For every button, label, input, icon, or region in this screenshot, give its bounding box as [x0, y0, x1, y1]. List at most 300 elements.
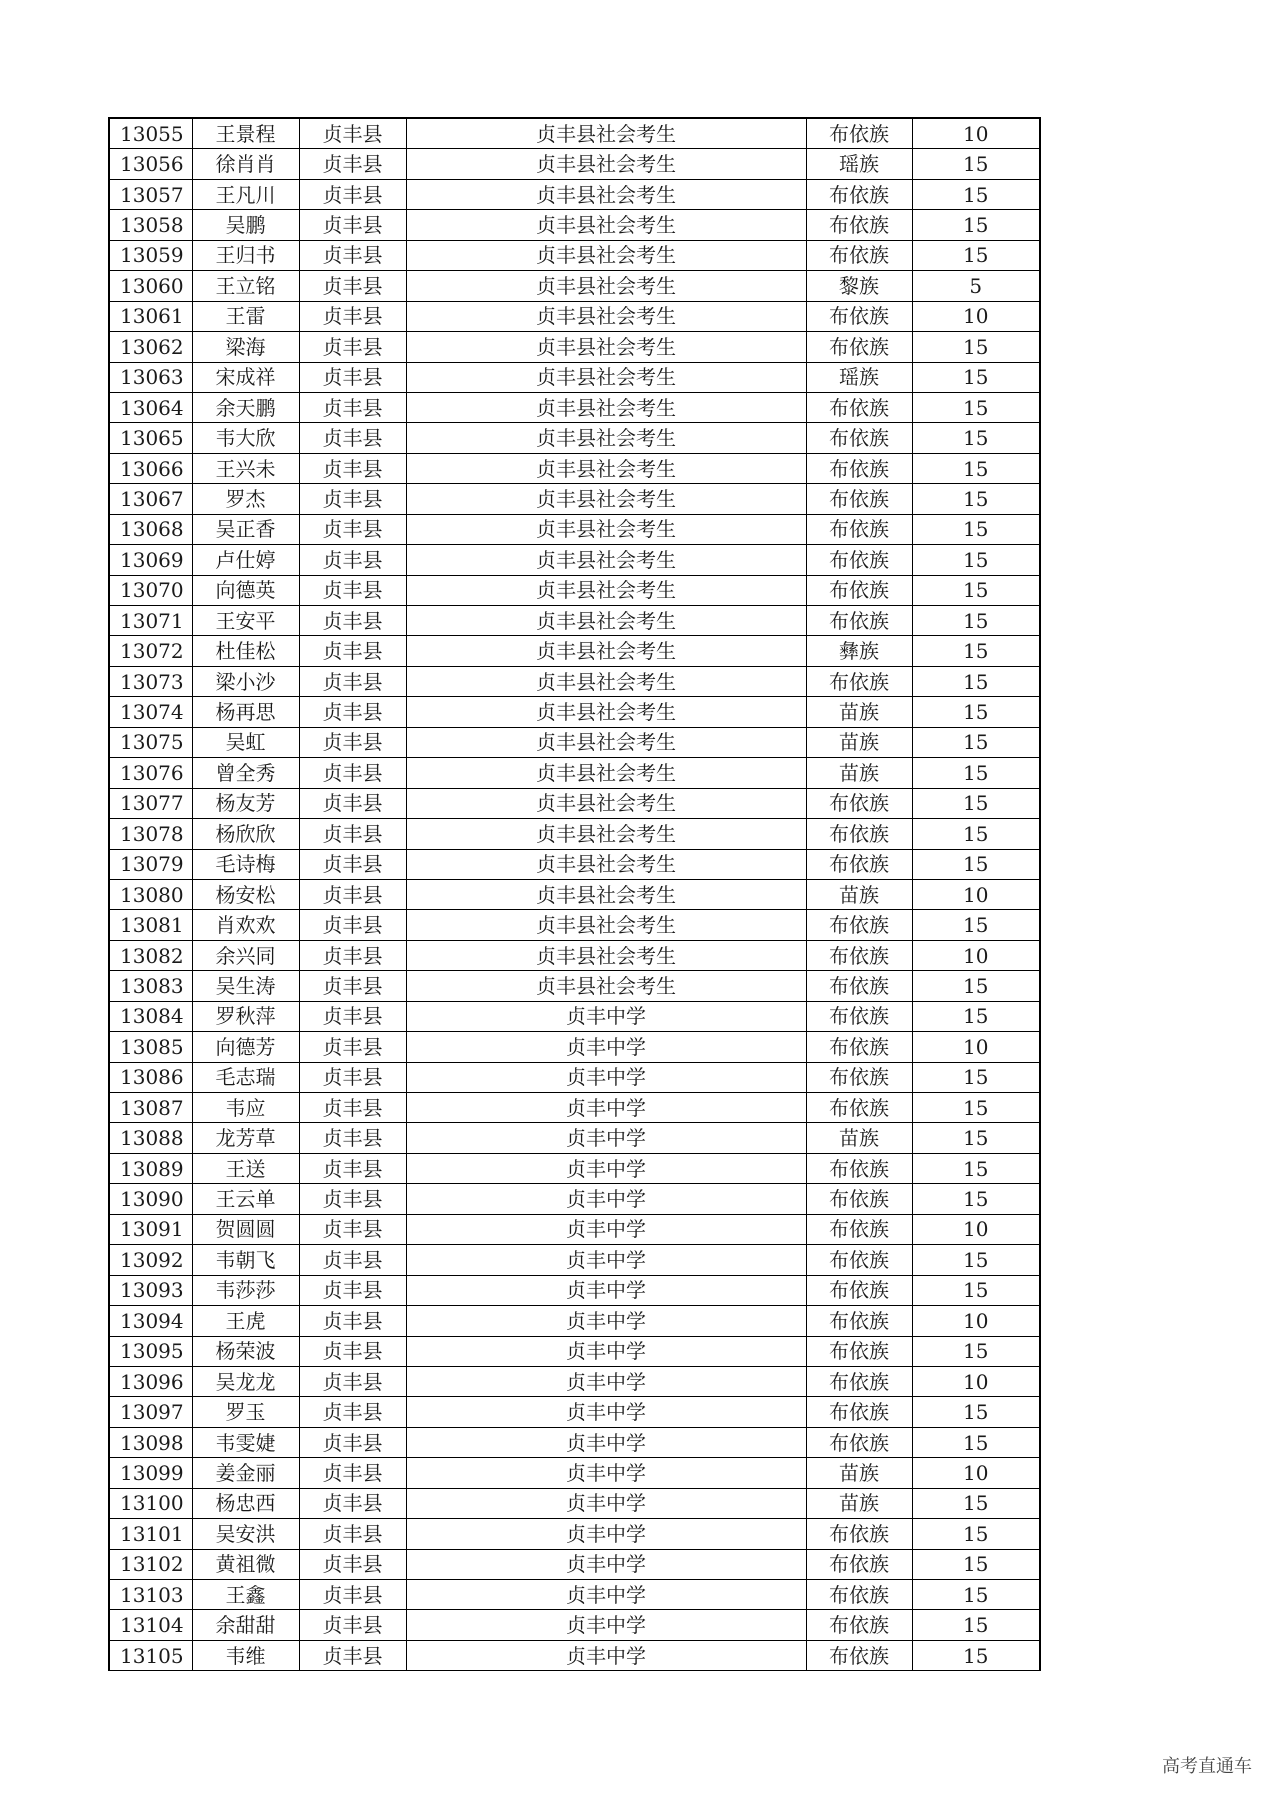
cell-id: 13069 [109, 545, 192, 575]
table-row [109, 1123, 1040, 1153]
cell-id: 13105 [109, 1640, 192, 1670]
cell-county: 贞丰县 [299, 118, 406, 149]
table-row [109, 1580, 1040, 1610]
cell-county: 贞丰县 [299, 636, 406, 666]
cell-school: 贞丰县社会考生 [406, 332, 806, 362]
table-row [109, 940, 1040, 970]
cell-ethnicity: 苗族 [806, 1488, 912, 1518]
cell-id: 13073 [109, 666, 192, 696]
cell-county: 贞丰县 [299, 1427, 406, 1457]
cell-county: 贞丰县 [299, 1458, 406, 1488]
cell-ethnicity: 布依族 [806, 971, 912, 1001]
watermark: 高考直通车 [1162, 1756, 1252, 1777]
cell-points: 15 [912, 697, 1040, 727]
cell-county: 贞丰县 [299, 606, 406, 636]
cell-county: 贞丰县 [299, 849, 406, 879]
cell-school: 贞丰县社会考生 [406, 179, 806, 209]
cell-points: 15 [912, 1062, 1040, 1092]
cell-points: 15 [912, 575, 1040, 605]
cell-school: 贞丰县社会考生 [406, 910, 806, 940]
cell-county: 贞丰县 [299, 149, 406, 179]
table-row [109, 1001, 1040, 1031]
cell-county: 贞丰县 [299, 332, 406, 362]
cell-school: 贞丰县社会考生 [406, 484, 806, 514]
cell-name: 毛诗梅 [192, 849, 299, 879]
cell-ethnicity: 布依族 [806, 1093, 912, 1123]
table-row [109, 362, 1040, 392]
cell-county: 贞丰县 [299, 1640, 406, 1670]
cell-points: 15 [912, 423, 1040, 453]
cell-id: 13068 [109, 514, 192, 544]
table-row [109, 1032, 1040, 1062]
cell-ethnicity: 布依族 [806, 849, 912, 879]
cell-id: 13104 [109, 1610, 192, 1640]
cell-name: 王虎 [192, 1306, 299, 1336]
cell-id: 13092 [109, 1245, 192, 1275]
cell-county: 贞丰县 [299, 514, 406, 544]
cell-county: 贞丰县 [299, 179, 406, 209]
cell-id: 13094 [109, 1306, 192, 1336]
cell-school: 贞丰县社会考生 [406, 301, 806, 331]
table-row [109, 392, 1040, 422]
cell-name: 韦雯婕 [192, 1427, 299, 1457]
table-row [109, 179, 1040, 209]
cell-name: 向德英 [192, 575, 299, 605]
cell-name: 贺圆圆 [192, 1214, 299, 1244]
table-row [109, 545, 1040, 575]
cell-county: 贞丰县 [299, 453, 406, 483]
cell-id: 13102 [109, 1549, 192, 1579]
cell-points: 10 [912, 118, 1040, 149]
bonus-points-roster-table [108, 117, 1041, 1671]
cell-ethnicity: 布依族 [806, 1610, 912, 1640]
cell-name: 王云单 [192, 1184, 299, 1214]
cell-ethnicity: 布依族 [806, 788, 912, 818]
cell-ethnicity: 布依族 [806, 1580, 912, 1610]
table-row [109, 849, 1040, 879]
cell-name: 姜金丽 [192, 1458, 299, 1488]
cell-points: 10 [912, 1306, 1040, 1336]
cell-ethnicity: 布依族 [806, 606, 912, 636]
table-row [109, 879, 1040, 909]
cell-name: 余兴同 [192, 940, 299, 970]
table-row [109, 1458, 1040, 1488]
cell-county: 贞丰县 [299, 545, 406, 575]
cell-school: 贞丰中学 [406, 1366, 806, 1396]
cell-name: 韦大欣 [192, 423, 299, 453]
cell-ethnicity: 布依族 [806, 1336, 912, 1366]
cell-school: 贞丰中学 [406, 1306, 806, 1336]
cell-id: 13076 [109, 758, 192, 788]
cell-id: 13066 [109, 453, 192, 483]
cell-county: 贞丰县 [299, 1366, 406, 1396]
cell-id: 13099 [109, 1458, 192, 1488]
table-row [109, 1214, 1040, 1244]
cell-name: 王凡川 [192, 179, 299, 209]
table-row [109, 423, 1040, 453]
cell-county: 贞丰县 [299, 788, 406, 818]
cell-id: 13071 [109, 606, 192, 636]
cell-school: 贞丰中学 [406, 1488, 806, 1518]
cell-county: 贞丰县 [299, 1093, 406, 1123]
cell-name: 肖欢欢 [192, 910, 299, 940]
cell-points: 15 [912, 636, 1040, 666]
cell-id: 13090 [109, 1184, 192, 1214]
cell-id: 13065 [109, 423, 192, 453]
cell-name: 吴龙龙 [192, 1366, 299, 1396]
cell-name: 韦维 [192, 1640, 299, 1670]
cell-ethnicity: 布依族 [806, 1306, 912, 1336]
cell-ethnicity: 布依族 [806, 1397, 912, 1427]
table-row [109, 727, 1040, 757]
table-row [109, 575, 1040, 605]
cell-ethnicity: 布依族 [806, 484, 912, 514]
cell-points: 15 [912, 240, 1040, 270]
cell-ethnicity: 苗族 [806, 879, 912, 909]
cell-id: 13075 [109, 727, 192, 757]
cell-county: 贞丰县 [299, 1306, 406, 1336]
cell-points: 15 [912, 788, 1040, 818]
cell-name: 罗秋萍 [192, 1001, 299, 1031]
table-row [109, 1093, 1040, 1123]
table-row [109, 697, 1040, 727]
cell-ethnicity: 布依族 [806, 1519, 912, 1549]
cell-school: 贞丰中学 [406, 1397, 806, 1427]
cell-school: 贞丰中学 [406, 1123, 806, 1153]
cell-county: 贞丰县 [299, 1153, 406, 1183]
cell-id: 13083 [109, 971, 192, 1001]
cell-points: 15 [912, 758, 1040, 788]
cell-county: 贞丰县 [299, 697, 406, 727]
cell-name: 杜佳松 [192, 636, 299, 666]
cell-ethnicity: 布依族 [806, 1245, 912, 1275]
cell-county: 贞丰县 [299, 1488, 406, 1518]
cell-name: 杨荣波 [192, 1336, 299, 1366]
cell-school: 贞丰中学 [406, 1275, 806, 1305]
table-row [109, 1397, 1040, 1427]
cell-id: 13091 [109, 1214, 192, 1244]
cell-school: 贞丰中学 [406, 1062, 806, 1092]
cell-ethnicity: 布依族 [806, 118, 912, 149]
cell-ethnicity: 布依族 [806, 1640, 912, 1670]
cell-id: 13093 [109, 1275, 192, 1305]
cell-points: 15 [912, 392, 1040, 422]
cell-id: 13082 [109, 940, 192, 970]
cell-school: 贞丰县社会考生 [406, 758, 806, 788]
cell-county: 贞丰县 [299, 1001, 406, 1031]
cell-school: 贞丰县社会考生 [406, 819, 806, 849]
cell-ethnicity: 布依族 [806, 819, 912, 849]
cell-school: 贞丰县社会考生 [406, 666, 806, 696]
cell-points: 15 [912, 1336, 1040, 1366]
cell-points: 10 [912, 301, 1040, 331]
cell-county: 贞丰县 [299, 271, 406, 301]
cell-ethnicity: 苗族 [806, 758, 912, 788]
cell-id: 13101 [109, 1519, 192, 1549]
cell-points: 15 [912, 1245, 1040, 1275]
cell-school: 贞丰中学 [406, 1640, 806, 1670]
cell-school: 贞丰县社会考生 [406, 849, 806, 879]
roster-body [109, 118, 1040, 1671]
cell-county: 贞丰县 [299, 1184, 406, 1214]
table-row [109, 1062, 1040, 1092]
cell-points: 10 [912, 879, 1040, 909]
cell-points: 15 [912, 179, 1040, 209]
cell-county: 贞丰县 [299, 392, 406, 422]
cell-school: 贞丰县社会考生 [406, 575, 806, 605]
table-row [109, 971, 1040, 1001]
cell-points: 15 [912, 1427, 1040, 1457]
cell-ethnicity: 布依族 [806, 666, 912, 696]
cell-id: 13081 [109, 910, 192, 940]
cell-points: 15 [912, 727, 1040, 757]
cell-school: 贞丰县社会考生 [406, 940, 806, 970]
cell-county: 贞丰县 [299, 575, 406, 605]
cell-points: 10 [912, 1032, 1040, 1062]
cell-name: 余甜甜 [192, 1610, 299, 1640]
cell-ethnicity: 苗族 [806, 697, 912, 727]
cell-school: 贞丰县社会考生 [406, 697, 806, 727]
cell-school: 贞丰中学 [406, 1093, 806, 1123]
cell-id: 13070 [109, 575, 192, 605]
table-row [109, 118, 1040, 149]
cell-school: 贞丰中学 [406, 1427, 806, 1457]
cell-points: 15 [912, 453, 1040, 483]
cell-county: 贞丰县 [299, 879, 406, 909]
cell-name: 杨欣欣 [192, 819, 299, 849]
cell-id: 13059 [109, 240, 192, 270]
cell-county: 贞丰县 [299, 362, 406, 392]
cell-school: 贞丰中学 [406, 1153, 806, 1183]
cell-school: 贞丰县社会考生 [406, 971, 806, 1001]
cell-points: 15 [912, 666, 1040, 696]
cell-school: 贞丰中学 [406, 1214, 806, 1244]
cell-points: 15 [912, 1488, 1040, 1518]
cell-county: 贞丰县 [299, 1123, 406, 1153]
cell-school: 贞丰县社会考生 [406, 606, 806, 636]
cell-school: 贞丰县社会考生 [406, 392, 806, 422]
cell-points: 5 [912, 271, 1040, 301]
cell-points: 15 [912, 1275, 1040, 1305]
table-row [109, 1640, 1040, 1670]
cell-ethnicity: 布依族 [806, 1032, 912, 1062]
cell-name: 向德芳 [192, 1032, 299, 1062]
cell-id: 13077 [109, 788, 192, 818]
cell-id: 13064 [109, 392, 192, 422]
cell-points: 15 [912, 849, 1040, 879]
cell-id: 13100 [109, 1488, 192, 1518]
cell-ethnicity: 布依族 [806, 301, 912, 331]
cell-county: 贞丰县 [299, 1275, 406, 1305]
cell-id: 13078 [109, 819, 192, 849]
cell-name: 吴正香 [192, 514, 299, 544]
cell-school: 贞丰中学 [406, 1245, 806, 1275]
table-row [109, 149, 1040, 179]
cell-ethnicity: 苗族 [806, 727, 912, 757]
cell-name: 韦应 [192, 1093, 299, 1123]
table-row [109, 819, 1040, 849]
cell-id: 13060 [109, 271, 192, 301]
cell-county: 贞丰县 [299, 1214, 406, 1244]
cell-id: 13096 [109, 1366, 192, 1396]
cell-school: 贞丰县社会考生 [406, 636, 806, 666]
cell-id: 13103 [109, 1580, 192, 1610]
cell-school: 贞丰县社会考生 [406, 879, 806, 909]
cell-school: 贞丰县社会考生 [406, 514, 806, 544]
table-row [109, 1184, 1040, 1214]
cell-points: 15 [912, 606, 1040, 636]
cell-school: 贞丰中学 [406, 1580, 806, 1610]
cell-name: 吴鹏 [192, 210, 299, 240]
cell-points: 10 [912, 1366, 1040, 1396]
cell-name: 徐肖肖 [192, 149, 299, 179]
cell-name: 宋成祥 [192, 362, 299, 392]
cell-county: 贞丰县 [299, 1519, 406, 1549]
cell-points: 15 [912, 1093, 1040, 1123]
cell-county: 贞丰县 [299, 971, 406, 1001]
cell-ethnicity: 苗族 [806, 1458, 912, 1488]
cell-county: 贞丰县 [299, 666, 406, 696]
cell-name: 王归书 [192, 240, 299, 270]
cell-county: 贞丰县 [299, 758, 406, 788]
cell-school: 贞丰县社会考生 [406, 453, 806, 483]
table-row [109, 1488, 1040, 1518]
cell-county: 贞丰县 [299, 1580, 406, 1610]
cell-id: 13097 [109, 1397, 192, 1427]
cell-points: 15 [912, 332, 1040, 362]
cell-points: 15 [912, 1610, 1040, 1640]
table-row [109, 1427, 1040, 1457]
cell-ethnicity: 布依族 [806, 575, 912, 605]
table-row [109, 1245, 1040, 1275]
table-row [109, 240, 1040, 270]
cell-points: 15 [912, 545, 1040, 575]
cell-ethnicity: 瑶族 [806, 362, 912, 392]
cell-id: 13057 [109, 179, 192, 209]
cell-name: 王鑫 [192, 1580, 299, 1610]
cell-county: 贞丰县 [299, 1062, 406, 1092]
cell-name: 曾全秀 [192, 758, 299, 788]
cell-school: 贞丰中学 [406, 1519, 806, 1549]
cell-id: 13074 [109, 697, 192, 727]
cell-id: 13085 [109, 1032, 192, 1062]
cell-name: 韦朝飞 [192, 1245, 299, 1275]
cell-county: 贞丰县 [299, 1336, 406, 1366]
cell-school: 贞丰中学 [406, 1549, 806, 1579]
cell-school: 贞丰中学 [406, 1001, 806, 1031]
table-row [109, 636, 1040, 666]
cell-points: 10 [912, 1214, 1040, 1244]
cell-name: 杨友芳 [192, 788, 299, 818]
table-row [109, 666, 1040, 696]
table-row [109, 788, 1040, 818]
cell-name: 罗玉 [192, 1397, 299, 1427]
cell-school: 贞丰中学 [406, 1458, 806, 1488]
cell-points: 10 [912, 1458, 1040, 1488]
cell-name: 杨忠西 [192, 1488, 299, 1518]
cell-ethnicity: 布依族 [806, 240, 912, 270]
cell-id: 13089 [109, 1153, 192, 1183]
cell-points: 15 [912, 1580, 1040, 1610]
cell-points: 15 [912, 1001, 1040, 1031]
cell-school: 贞丰县社会考生 [406, 362, 806, 392]
table-row [109, 1549, 1040, 1579]
table-row [109, 210, 1040, 240]
cell-name: 杨再思 [192, 697, 299, 727]
cell-name: 吴虹 [192, 727, 299, 757]
cell-id: 13055 [109, 118, 192, 149]
cell-points: 15 [912, 1397, 1040, 1427]
cell-points: 15 [912, 819, 1040, 849]
cell-ethnicity: 布依族 [806, 1427, 912, 1457]
cell-id: 13058 [109, 210, 192, 240]
cell-name: 韦莎莎 [192, 1275, 299, 1305]
cell-school: 贞丰中学 [406, 1610, 806, 1640]
cell-ethnicity: 布依族 [806, 453, 912, 483]
cell-points: 15 [912, 971, 1040, 1001]
cell-ethnicity: 布依族 [806, 423, 912, 453]
cell-ethnicity: 布依族 [806, 1549, 912, 1579]
table-row [109, 1336, 1040, 1366]
cell-ethnicity: 苗族 [806, 1123, 912, 1153]
cell-county: 贞丰县 [299, 1610, 406, 1640]
cell-school: 贞丰县社会考生 [406, 149, 806, 179]
cell-county: 贞丰县 [299, 1397, 406, 1427]
cell-ethnicity: 布依族 [806, 1214, 912, 1244]
cell-ethnicity: 布依族 [806, 940, 912, 970]
cell-id: 13080 [109, 879, 192, 909]
cell-ethnicity: 布依族 [806, 210, 912, 240]
cell-school: 贞丰县社会考生 [406, 240, 806, 270]
cell-county: 贞丰县 [299, 1032, 406, 1062]
cell-school: 贞丰县社会考生 [406, 727, 806, 757]
cell-id: 13095 [109, 1336, 192, 1366]
cell-school: 贞丰中学 [406, 1336, 806, 1366]
cell-school: 贞丰县社会考生 [406, 118, 806, 149]
table-row [109, 1275, 1040, 1305]
cell-points: 15 [912, 910, 1040, 940]
table-row [109, 1519, 1040, 1549]
cell-ethnicity: 布依族 [806, 332, 912, 362]
cell-name: 余天鹏 [192, 392, 299, 422]
cell-name: 王送 [192, 1153, 299, 1183]
cell-ethnicity: 布依族 [806, 1366, 912, 1396]
cell-county: 贞丰县 [299, 484, 406, 514]
table-row [109, 910, 1040, 940]
cell-id: 13098 [109, 1427, 192, 1457]
cell-ethnicity: 布依族 [806, 179, 912, 209]
cell-name: 杨安松 [192, 879, 299, 909]
cell-points: 15 [912, 1640, 1040, 1670]
cell-name: 黄祖微 [192, 1549, 299, 1579]
cell-ethnicity: 彝族 [806, 636, 912, 666]
cell-name: 龙芳草 [192, 1123, 299, 1153]
cell-county: 贞丰县 [299, 1245, 406, 1275]
cell-county: 贞丰县 [299, 240, 406, 270]
cell-name: 王雷 [192, 301, 299, 331]
cell-points: 15 [912, 1549, 1040, 1579]
cell-id: 13063 [109, 362, 192, 392]
table-row [109, 758, 1040, 788]
cell-county: 贞丰县 [299, 301, 406, 331]
cell-school: 贞丰县社会考生 [406, 271, 806, 301]
cell-points: 15 [912, 514, 1040, 544]
cell-name: 吴生涛 [192, 971, 299, 1001]
cell-county: 贞丰县 [299, 819, 406, 849]
cell-ethnicity: 黎族 [806, 271, 912, 301]
cell-name: 王立铭 [192, 271, 299, 301]
cell-ethnicity: 布依族 [806, 910, 912, 940]
